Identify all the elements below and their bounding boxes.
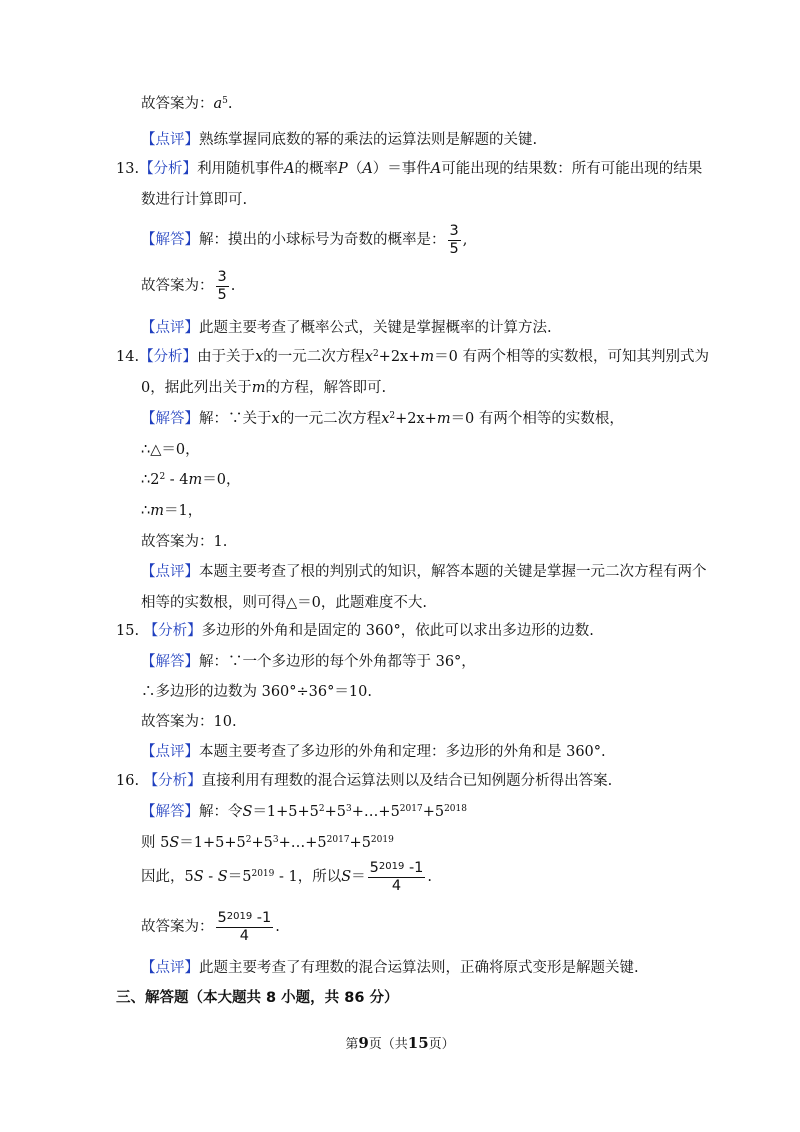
- answer-line-12: 故答案为：$a^5$.: [141, 96, 233, 112]
- review-line-12: 【点评】熟练掌握同底数的幂的乘法的运算法则是解题的关键.: [141, 132, 538, 148]
- q14-review: 【点评】本题主要考查了根的判别式的知识，解答本题的关键是掌握一元二次方程有两个: [141, 564, 707, 580]
- q15-answer: 故答案为：10.: [141, 714, 237, 730]
- q13-solution: 【解答】解：摸出的小球标号为奇数的概率是： $\frac{3}{5}$ ,: [141, 222, 468, 257]
- page-total: 15: [407, 1034, 429, 1052]
- q15-step: ∴多边形的边数为 360°÷36°＝10.: [141, 684, 372, 700]
- q13-analysis-cont: 数进行计算即可.: [141, 192, 248, 208]
- q16-answer: 故答案为： $\frac{5^{2019} -1}{4}$ .: [141, 909, 280, 944]
- q14-answer: 故答案为：1.: [141, 534, 228, 550]
- q13-review: 【点评】此题主要考查了概率公式，关键是掌握概率的计算方法.: [141, 320, 552, 336]
- q14-step-1: ∴△＝0，: [141, 442, 200, 458]
- q16-step-1: 则 $5S=1+5+5^2+5^3+\dots+5^{2017}+5^{2019}$: [141, 835, 394, 851]
- q14-analysis-cont: 0，据此列出关于m的方程，解答即可.: [141, 380, 387, 396]
- q13-answer: 故答案为： $\frac{3}{5}$ .: [141, 268, 236, 303]
- q16-solution: 【解答】解：令$S=1+5+5^2+5^3+\dots+5^{2017}+5^{2018}$: [141, 804, 467, 820]
- fraction: $\frac{3}{5}$: [217, 268, 227, 303]
- q13-analysis: 13.【分析】利用随机事件A的概率P（A）＝事件A可能出现的结果数：所有可能出现的结果: [116, 161, 703, 177]
- fraction: $\frac{3}{5}$: [449, 222, 459, 257]
- q14-review-cont: 相等的实数根，则可得△＝0，此题难度不大.: [141, 595, 427, 611]
- q15-analysis: 15. 【分析】多边形的外角和是固定的 360°，依此可以求出多边形的边数.: [116, 623, 594, 639]
- fraction: $\frac{5^{2019} -1}{4}$: [217, 909, 272, 944]
- q15-review: 【点评】本题主要考查了多边形的外角和定理：多边形的外角和是 360°.: [141, 744, 606, 760]
- q14-analysis: 14.【分析】由于关于x的一元二次方程$x^2+2x+m=0$ 有两个相等的实数根，可知其判别式为: [116, 349, 709, 365]
- q14-solution: 【解答】解：∵关于x的一元二次方程$x^2+2x+m=0$ 有两个相等的实数根，: [141, 411, 624, 427]
- page-footer: 第9页（共15页）: [345, 1034, 455, 1052]
- q14-step-3: ∴m＝1，: [141, 503, 203, 519]
- q14-step-2: $\therefore 2^2 - 4m=0$，: [141, 472, 241, 488]
- q16-review: 【点评】此题主要考查了有理数的混合运算法则，正确将原式变形是解题关键.: [141, 960, 639, 976]
- review-tag: 【点评】: [141, 132, 199, 148]
- page-number: 9: [358, 1034, 369, 1052]
- fraction: $\frac{5^{2019} -1}{4}$: [369, 859, 424, 894]
- q16-step-2: 因此，$5S - S=5^{2019} - 1$，所以S＝ $\frac{5^{2019} -1}{4}$ .: [141, 859, 433, 894]
- section-heading: 三、解答题（本大题共 8 小题，共 86 分）: [116, 990, 399, 1006]
- q16-analysis: 16. 【分析】直接利用有理数的混合运算法则以及结合已知例题分析得出答案.: [116, 773, 613, 789]
- q15-solution: 【解答】解：∵一个多边形的每个外角都等于 36°，: [141, 654, 476, 670]
